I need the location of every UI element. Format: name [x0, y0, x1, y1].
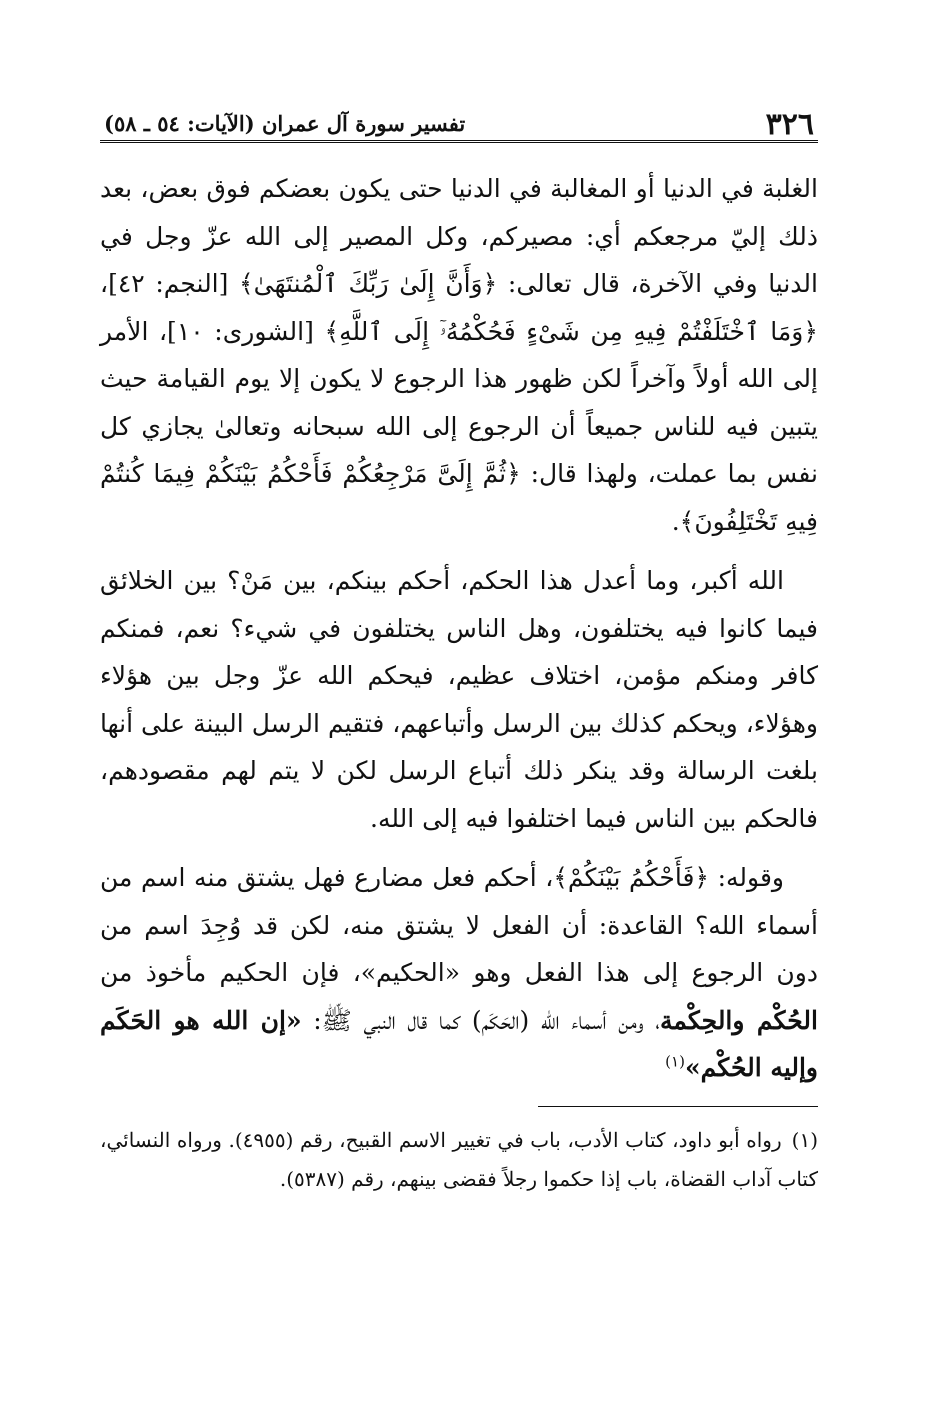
main-text: [100, 165, 818, 1092]
paragraph-1: الغلبة في الدنيا أو المغالبة في الدنيا حتى يكون بعضكم فوق بعض، بعد ذلك إليّ مرجعكم أي: مصيركم، وكل المصير إلى الله عزّ وجل في الدنيا وفي الآخرة، قال تعالى: ﴿وَأَنَّ إِلَىٰ رَبِّكَ ٱلْمُنتَهَىٰ﴾ [النجم: ٤٢]، ﴿وَمَا ٱخْتَلَفْتُمْ فِيهِ مِن شَىْءٍ فَحُكْمُهُۥٓ إِلَى ٱللَّهِ﴾ [الشورى: ١٠]، الأمر إلى الله أولاً وآخراً لكن ظهور هذا الرجوع لا يكون إلا يوم القيامة حيث يتبين فيه للناس جميعاً أن الرجوع إلى الله سبحانه وتعالىٰ يجازي كل نفس بما عملت، ولهذا قال: ﴿ثُمَّ إِلَىَّ مَرْجِعُكُمْ فَأَحْكُمُ بَيْنَكُمْ فِيمَا كُنتُمْ فِيهِ تَخْتَلِفُونَ﴾.: [100, 174, 818, 536]
bold-phrase: الحُكْم والحِكْمة: [660, 1005, 818, 1035]
page-header: [100, 95, 818, 143]
footnote-text: رواه أبو داود، كتاب الأدب، باب في تغيير الاسم القبيح، رقم (٤٩٥٥). ورواه النسائي، كتاب آداب القضاة، باب إذا حكموا رجلاً فقضى بينهم، رقم (٥٣٨٧).: [100, 1127, 818, 1191]
running-title: تفسير سورة آل عمران (الآيات: ٥٤ ـ ٥٨): [104, 111, 466, 136]
footnote-reference[interactable]: (١): [665, 1052, 685, 1071]
page-number: ٣٢٦: [765, 107, 814, 142]
hadith-quote: «إن الله هو الحَكَم وإليه الحُكْم»: [100, 1005, 818, 1082]
footnote-number: (١): [791, 1127, 818, 1152]
paragraph-2: الله أكبر، وما أعدل هذا الحكم، أحكم بينكم، بين مَنْ؟ بين الخلائق فيما كانوا فيه يختلفون، وهل الناس يختلفون في شيء؟ نعم، فمنكم كافر ومنكم مؤمن، اختلاف عظيم، فيحكم الله عزّ وجل بين هؤلاء وهؤلاء، ويحكم كذلك بين الرسل وأتباعهم، فتقيم الرسل البينة على أنها بلغت الرسالة وقد ينكر ذلك أتباع الرسل لكن لا يتم لهم مقصودهم، فالحكم بين الناس فيما اختلفوا فيه إلى الله.: [100, 566, 818, 833]
paragraph-3: [100, 854, 818, 1092]
footnote-divider: [538, 1106, 818, 1107]
paragraph-3-part-2: ، ومن أسماء الله (الحَكَم) كما قال النبي ﷺ:: [301, 1005, 661, 1035]
footnote: [100, 1121, 818, 1199]
paragraph-3-part-1: وقوله: ﴿فَأَحْكُمُ بَيْنَكُمْ﴾، أحكم فعل مضارع فهل يشتق منه اسم من أسماء الله؟ القاعدة: أن الفعل لا يشتق منه، لكن قد وُجِدَ اسم من دون الرجوع إلى هذا الفعل وهو «الحكيم»، فإن الحكيم مأخوذ من: [100, 863, 818, 987]
book-page: [100, 95, 818, 1199]
